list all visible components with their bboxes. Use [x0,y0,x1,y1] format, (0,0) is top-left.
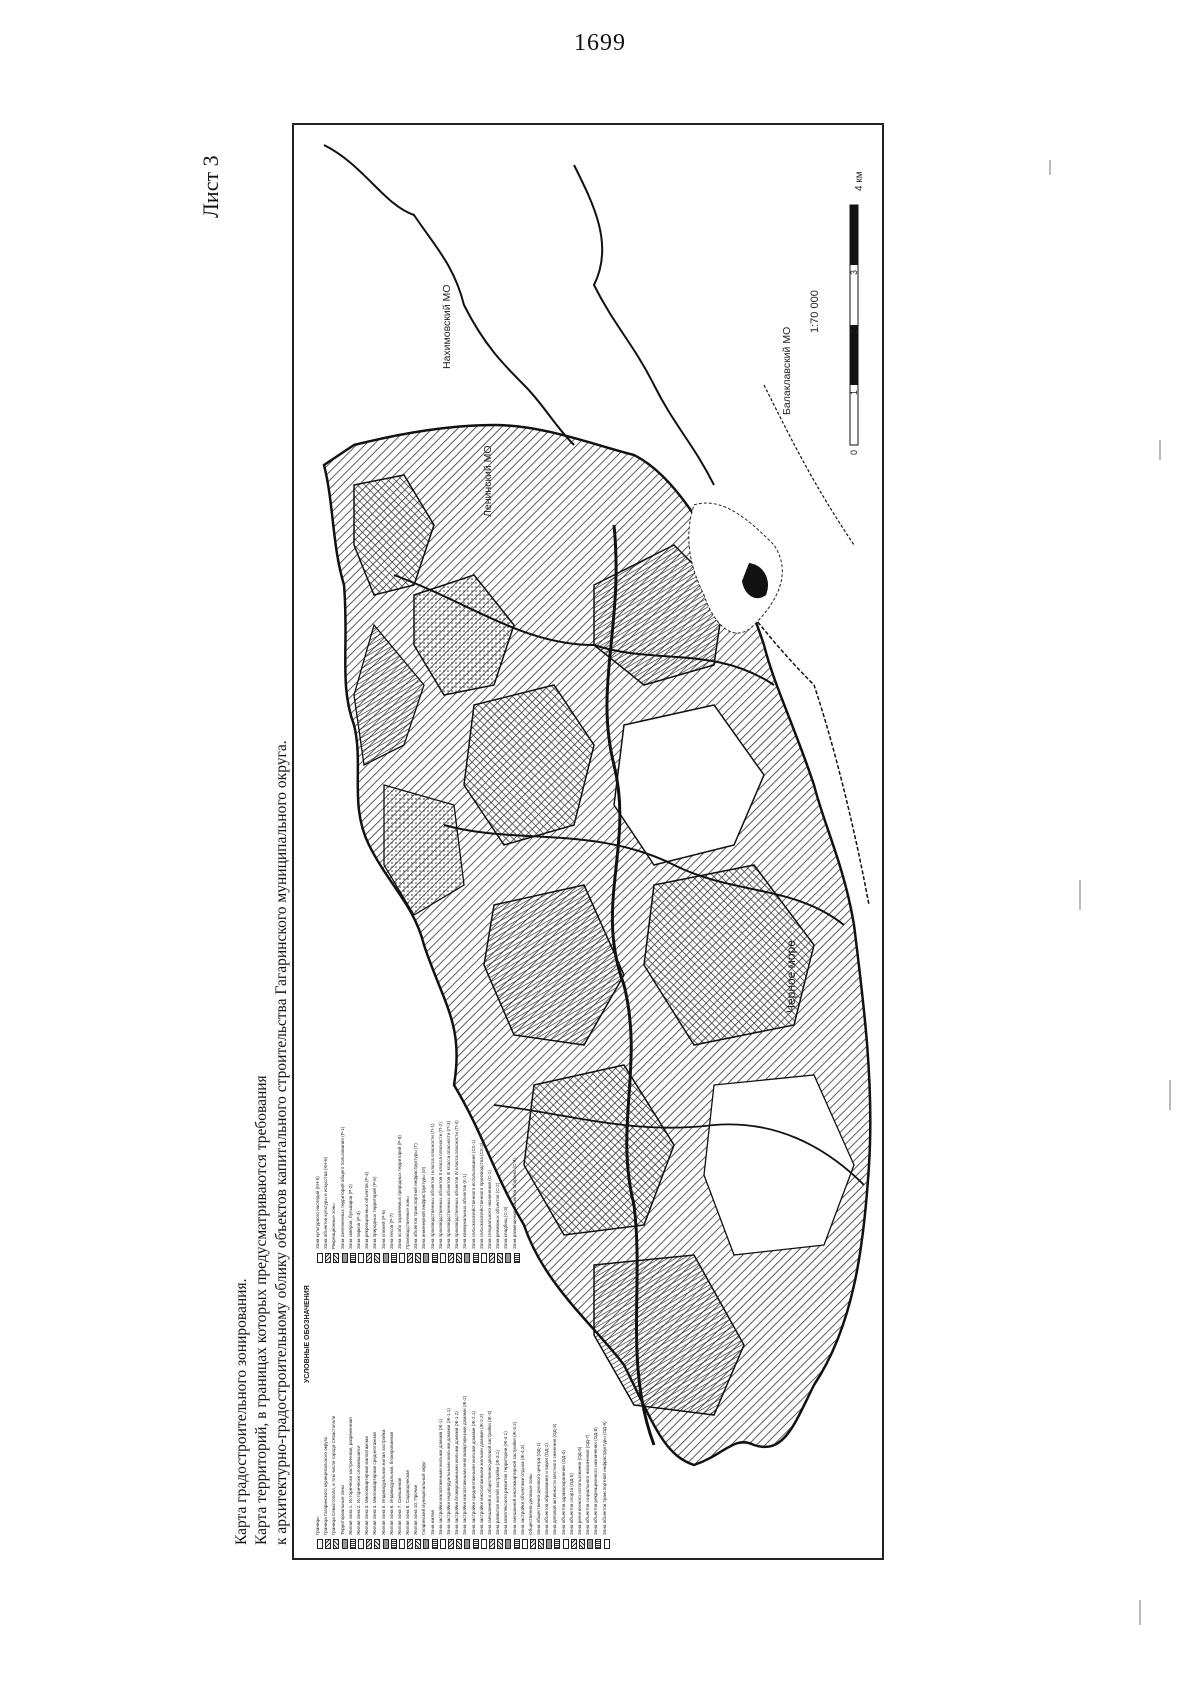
legend-label: Зона специального назначения (С-1) [486,1170,492,1249]
legend-label: Жилая зона 3. Многоквартирная малоэтажная [364,1436,370,1535]
legend-label: Зона смешанной и общественно-деловой застройки (Ж-3) [486,1410,492,1535]
legend-label: Зона культурного наследия (КН-5) [315,1176,320,1249]
legend-label: Зона кладбищ (С-3) [503,1206,509,1249]
legend-swatch [571,1539,577,1549]
legend-swatch [505,1253,511,1263]
legend-label: Зона сельскохозяйственного производства (СХ-2) [478,1142,484,1249]
legend-label: Зона рекреационных объектов (Р-4) [364,1171,370,1249]
legend-swatch [432,1539,438,1549]
legend-swatch [415,1253,421,1263]
legend-swatch [358,1539,364,1549]
legend-label: Зона пляжей (Р-6) [380,1209,386,1249]
legend-label: Жилая зона 10. Прочая [413,1484,419,1535]
legend-label: Рекреационные зоны [331,1203,337,1249]
legend-swatch [423,1539,429,1549]
legend-label: Зона производственных объектов I класса опасности (П-1) [429,1123,435,1249]
legend-swatch [595,1539,601,1549]
legend-label: Граница Севастополя, в том числе города Севастополя [331,1415,337,1535]
legend-swatch [383,1253,389,1263]
map-subtitle-line-1: Карта территорий, в границах которых предусматриваются требования [253,1075,270,1545]
legend-label: Зона коммунальных объектов (К-1) [462,1173,468,1249]
legend-label: Жилая зона 2. Исторически сложившаяся [355,1445,361,1535]
legend [302,993,737,1553]
legend-label: Жилая зона 1. Исторически застроенная, разреженная [347,1417,353,1535]
legend-label: Зона деловой активности местного значения (ОД-3) [552,1423,558,1535]
district-label-balaklavsky: Балаклавский МО [781,326,793,415]
legend-label: Зона озелененных территорий общего пользования (Р-1) [339,1126,345,1249]
scan-noise [900,80,1190,1660]
legend-swatch [530,1539,536,1549]
legend-swatch [325,1539,331,1549]
legend-label: Зона религиозного использования (ОД-6) [577,1446,582,1535]
legend-swatch [407,1253,413,1263]
legend-swatch [497,1539,503,1549]
legend-label: Жилая зона 5. Индивидуальная жилая застройка [380,1429,386,1535]
legend-swatch [604,1539,610,1549]
legend-label: Зона производственных объектов III класса опасности (П-3) [446,1120,451,1249]
legend-swatch [391,1539,397,1549]
legend-label: Зона общественно-делового центра (ОД-1) [536,1442,542,1535]
legend-swatch [399,1253,405,1263]
legend-swatch [350,1253,356,1263]
legend-label: Зона объектов социального назначения (ОД-7) [585,1434,591,1535]
legend-label: Зона особо охраняемых природных территорий (Р-8) [396,1135,402,1249]
legend-swatch [456,1539,462,1549]
legend-swatch [325,1253,331,1263]
legend-label: Зона застройки объектами отдыха (Ж-4.3) [519,1444,525,1535]
legend-label: Зона производственных объектов II класса опасности (П-2) [437,1122,443,1249]
legend-label: Зона лесов (Р-7) [388,1213,394,1249]
legend-swatch [374,1539,380,1549]
legend-label: Зона объектов спорта (ОД-5) [568,1473,574,1535]
legend-swatch [587,1539,593,1549]
legend-label: Зона сельскохозяйственного использования (СХ-1) [470,1139,476,1249]
legend-swatch [481,1539,487,1549]
legend-label: Зона комплексного развития территории (Ж-4.1) [503,1431,509,1535]
legend-label: Зона объектов культуры и искусства (КН-6) [323,1156,329,1249]
legend-swatch [489,1539,495,1549]
legend-label: Зона застройки многоэтажными жилыми домами (Ж-2.2) [478,1413,484,1535]
legend-heading: УСЛОВНЫЕ ОБОЗНАЧЕНИЯ [304,1285,311,1383]
legend-label: Зона жилая [429,1509,435,1535]
legend-swatch [514,1539,520,1549]
legend-swatch [514,1253,520,1263]
scale-ratio: 1:70 000 [809,290,821,333]
legend-swatch [489,1253,495,1263]
legend-label: Зона развития жилой застройки (Ж-3.1) [495,1450,501,1535]
legend-swatch [448,1539,454,1549]
legend-label: Производственные зоны [405,1196,411,1249]
legend-swatch [374,1253,380,1263]
district-label-nakhimovsky: Нахимовский МО [441,284,453,369]
legend-swatch [366,1539,372,1549]
legend-swatch [473,1539,479,1549]
legend-swatch [432,1253,438,1263]
legend-column-1 [316,1284,611,1549]
legend-swatch [423,1253,429,1263]
legend-swatch [407,1539,413,1549]
legend-label: Зона размещения объектов обороны (С-4) [511,1158,517,1249]
legend-swatch [554,1539,560,1549]
sheet-label: Лист 3 [198,155,223,218]
legend-swatch [383,1539,389,1549]
legend-label: Жилая зона 4. Многоквартирная среднеэтажная [372,1431,378,1535]
legend-label: Зона объектов транспортной инфраструктуры (Т) [413,1143,419,1249]
legend-label: Граница Гагаринского муниципального округа [323,1437,329,1535]
legend-swatch [546,1539,552,1549]
legend-label: Зона режимных объектов (С-2) [495,1182,501,1249]
legend-swatch [358,1253,364,1263]
legend-label: Жилая зона 7. Смешанная [396,1477,402,1535]
legend-label: Жилая зона 6. Индивидуальная, блокированная [388,1431,394,1535]
legend-swatch [522,1539,528,1549]
legend-swatch [473,1253,479,1263]
legend-label: Зона парков (Р-3) [355,1211,361,1249]
legend-swatch [481,1253,487,1263]
legend-label: Территориальные зоны [339,1484,345,1535]
legend-label: Зона застройки блокированными жилыми домами (Ж-1.2) [454,1411,460,1535]
scale-tick-2: 2 [849,329,859,335]
legend-label: Зона объектов транспортной инфраструктуры (ОД-9) [601,1421,607,1535]
legend-column-2 [316,998,521,1263]
legend-label: Зона скверов, бульваров (Р-2) [347,1184,353,1249]
legend-swatch [448,1253,454,1263]
legend-label: Зона инженерной инфраструктуры (И) [421,1166,427,1249]
legend-swatch [342,1539,348,1549]
legend-swatch [366,1253,372,1263]
legend-label: Зона природных территорий (Р-5) [372,1176,378,1249]
legend-holder [294,125,886,1562]
legend-swatch [415,1539,421,1549]
sea-label: Черное море [784,940,798,1013]
legend-swatch [440,1539,446,1549]
legend-swatch [440,1253,446,1263]
legend-label: Жилая зона 8. Садоводческая [405,1470,411,1535]
legend-label: Зона застройки среднеэтажными жилыми домами (Ж-2.1) [470,1411,476,1535]
legend-swatch [342,1253,348,1263]
legend-label: Зона объектов образования и науки (ОД-2) [544,1443,550,1535]
legend-item [513,998,521,1263]
legend-label: Зона производственных объектов IV класса опасности (П-4) [454,1120,460,1249]
legend-swatch [399,1539,405,1549]
map-frame [292,123,884,1560]
map-subtitle-line-2: к архитектурно-градостроительному облику объектов капитального строительства Гагаринского муниципального округа. [273,740,290,1545]
page-number: 1699 [574,30,626,56]
legend-label: Зона объектов рекреационного назначения (ОД-8) [593,1427,599,1535]
legend-label: Зона смешанной многоквартирной застройки (Ж-4.2) [511,1421,517,1535]
scale-tick-1: 1 [849,389,859,395]
legend-swatch [538,1539,544,1549]
legend-swatch [350,1539,356,1549]
legend-swatch [317,1539,323,1549]
legend-label: Зона застройки малоэтажными многоквартирными домами (Ж-2) [462,1395,468,1535]
legend-swatch [317,1253,323,1263]
legend-label: Зона застройки малоэтажными жилыми домами (Ж-1) [437,1418,443,1535]
legend-label: Гагаринский муниципальный округ [421,1461,427,1535]
legend-label: Границы [315,1516,320,1535]
scale-tick-3: 3 [849,269,859,275]
scale-tick-0: 0 [849,449,859,455]
map-title: Карта градостроительного зонирования. [233,1278,250,1545]
legend-swatch [505,1539,511,1549]
legend-swatch [464,1253,470,1263]
legend-label: Зона объектов здравоохранения (ОД-4) [560,1450,566,1535]
legend-swatch [563,1539,569,1549]
scale-unit: 4 км [854,171,865,191]
legend-swatch [333,1539,339,1549]
legend-label: Общественно-деловые зоны [527,1473,533,1535]
legend-swatch [464,1539,470,1549]
legend-swatch [456,1253,462,1263]
legend-swatch [333,1253,339,1263]
legend-item [603,1284,611,1549]
legend-swatch [391,1253,397,1263]
district-label-leninsky: Ленинский МО [482,445,494,517]
legend-swatch [579,1539,585,1549]
legend-swatch [497,1253,503,1263]
legend-label: Зона застройки индивидуальными жилыми домами (Ж-1.1) [446,1408,451,1535]
